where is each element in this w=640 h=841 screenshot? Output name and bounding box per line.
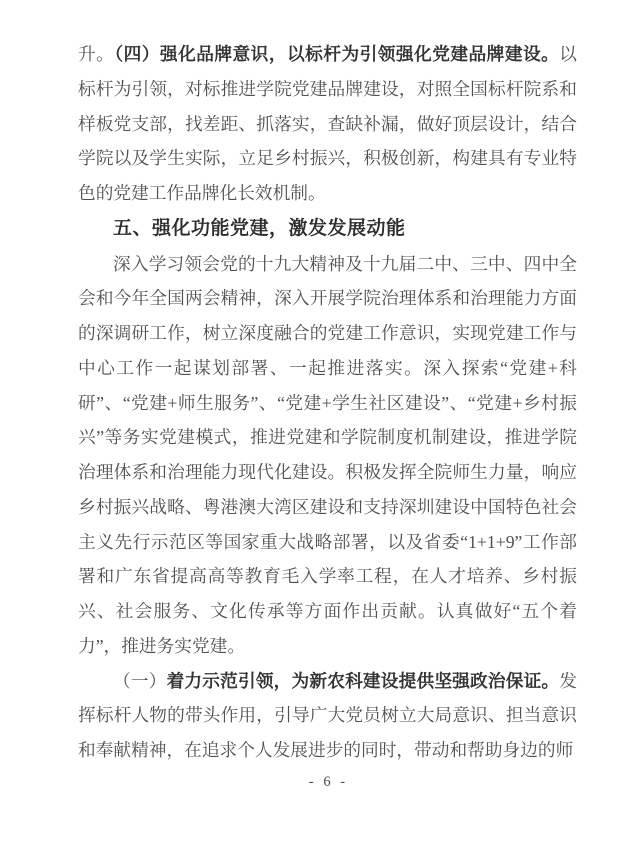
page-number: - 6 -: [308, 774, 349, 790]
body-paragraph: [78, 247, 577, 664]
body-text: 升。: [78, 44, 115, 64]
document-body: [78, 37, 577, 768]
body-paragraph: [78, 664, 577, 768]
body-text: 深入学习领会党的十九大精神及十九届二中、三中、四中全会和今年全国两会精神，深入开展学院治理体系和治理能力方面的深调研工作，树立深度融合的党建工作意识，实现党建工作与中心工作一起谋划部署、一起推进落实。深入探索“党建+科研”、“党建+师生服务”、“党建+学生社区建设”、“党建+乡村振兴”等务实党建模式，推进党建和学院制度机制建设，推进学院治理体系和治理能力现代化建设。积极发挥全院师生力量，响应乡村振兴战略、粤港澳大湾区建设和支持深圳建设中国特色社会主义先行示范区等国家重大战略部署，以及省委“1+1+9”工作部署和广东省提高高等教育毛入学率工程，在人才培养、乡村振兴、社会服务、文化传承等方面作出贡献。认真做好“五个着力”，推进务实党建。: [78, 253, 577, 656]
body-text: 发挥标杆人物的带头作用，引导广大党员树立大局意识、担当意识和奉献精神，在追求个人发展进步的同时，带动和帮助身边的师: [78, 670, 577, 760]
body-text: （一）: [113, 670, 167, 691]
section-heading: [78, 211, 577, 247]
emphasis-text: （四）强化品牌意识，以标杆为引领强化党建品牌建设。: [114, 44, 560, 64]
emphasis-text: 着力示范引领，为新农科建设提供坚强政治保证。: [166, 670, 560, 691]
body-text: 以标杆为引领，对标推进学院党建品牌建设，对照全国标杆院系和样板党支部，找差距、抓落实，查缺补漏，做好顶层设计，结合学院以及学生实际，立足乡村振兴，积极创新，构建具有专业特色的党建工作品牌化长效机制。: [78, 44, 577, 203]
body-paragraph: [78, 37, 577, 211]
heading-text: 五、强化功能党建，激发发展动能: [113, 217, 406, 239]
